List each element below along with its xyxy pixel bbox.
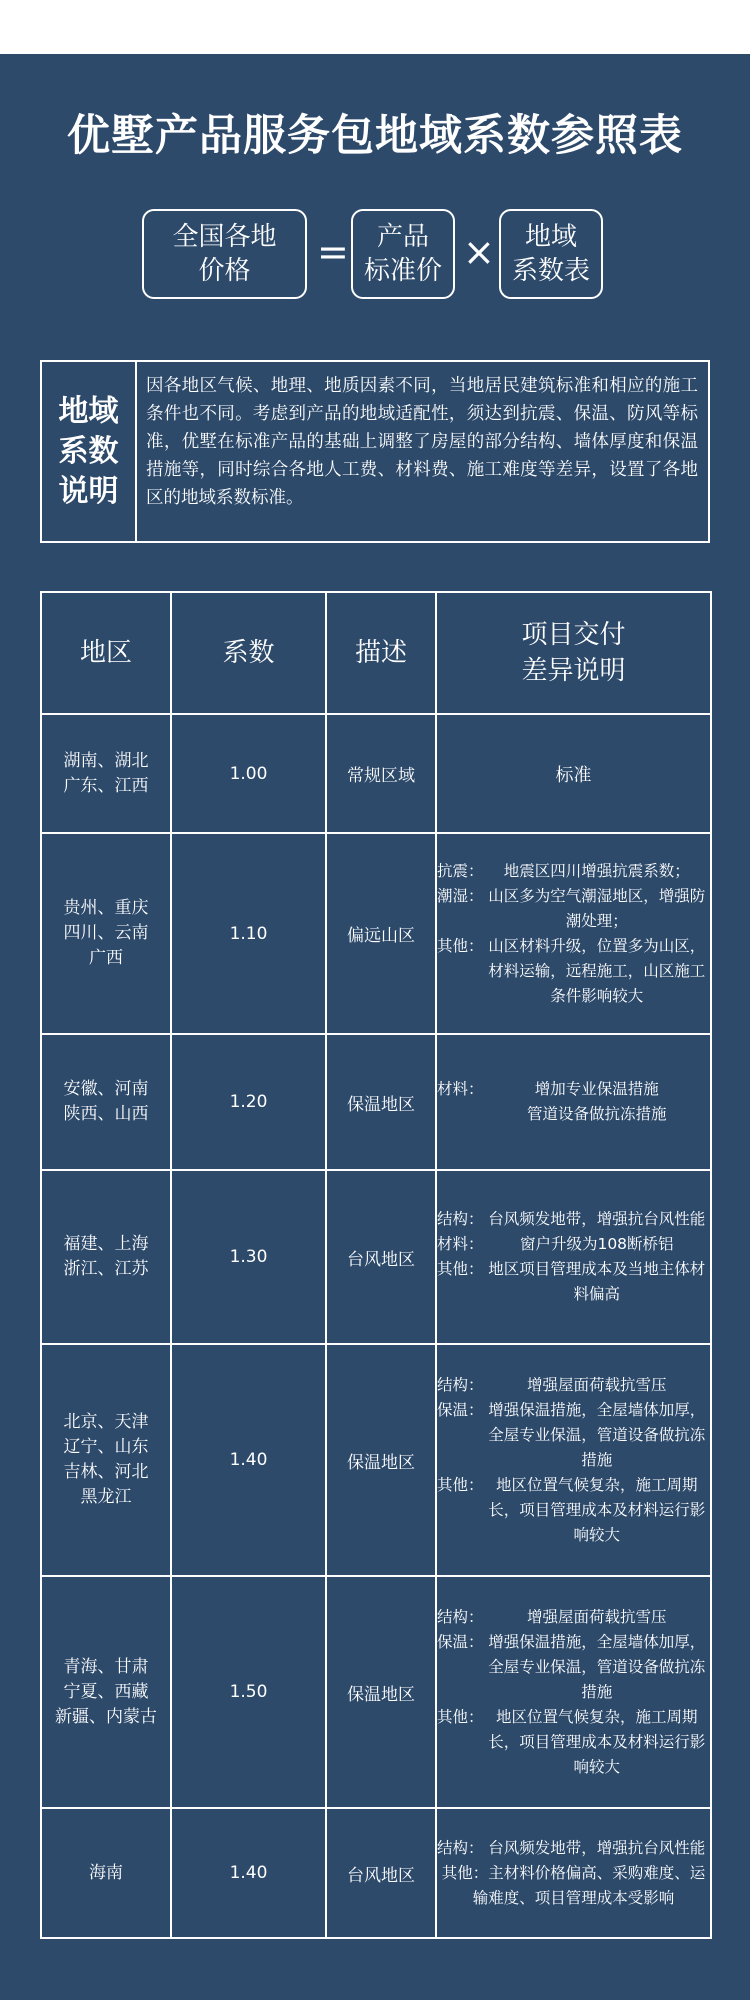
delivery-item-text: 增强保温措施，全屋墙体加厚，全屋专业保温，管道设备做抗冻措施 <box>488 1632 706 1701</box>
description-cell: 台风地区 <box>326 1170 436 1344</box>
delivery-item-text: 山区材料升级，位置多为山区，材料运输，远程施工，山区施工条件影响较大 <box>488 936 706 1005</box>
table-row <box>41 1808 711 1938</box>
delivery-item-text: 山区多为空气潮湿地区，增强防潮处理； <box>488 886 706 930</box>
table-row <box>41 1576 711 1808</box>
delivery-item-label: 结构： <box>437 1375 484 1394</box>
delivery-item-text: 台风频发地带，增强抗台风性能 <box>488 1210 706 1228</box>
delivery-item-label: 保温： <box>437 1632 484 1651</box>
table-body <box>41 714 711 1938</box>
delivery-item-text: 主材料价格偏高、采购难度、运输难度、项目管理成本受影响 <box>472 1863 706 1907</box>
delivery-differences-cell <box>436 1344 711 1576</box>
delivery-item-label: 材料： <box>437 1235 484 1253</box>
delivery-item-text: 增强屋面荷载抗雪压 <box>527 1607 667 1626</box>
coefficient-cell: 1.00 <box>171 714 326 833</box>
delivery-item-label: 其他： <box>441 1863 489 1882</box>
delivery-item <box>437 859 710 884</box>
delivery-item-text: 增强保温措施，全屋墙体加厚，全屋专业保温，管道设备做抗冻措施 <box>488 1400 706 1469</box>
delivery-item-label: 潮湿： <box>437 886 484 905</box>
delivery-item-label: 其他： <box>437 1475 484 1494</box>
delivery-differences-cell <box>436 1170 711 1344</box>
header-description: 描述 <box>326 592 436 714</box>
region-cell: 贵州、重庆 四川、云南 广西 <box>41 833 171 1034</box>
description-cell: 常规区域 <box>326 714 436 833</box>
description-cell: 保温地区 <box>326 1344 436 1576</box>
delivery-item-text: 窗户升级为108断桥铝 <box>519 1235 674 1253</box>
table-row <box>41 1170 711 1344</box>
header-delivery-differences: 项目交付 差异说明 <box>436 592 711 714</box>
region-cell: 福建、上海 浙江、江苏 <box>41 1170 171 1344</box>
table-row <box>41 1034 711 1170</box>
delivery-item-text: 增加专业保温措施 管道设备做抗冻措施 <box>527 1080 667 1123</box>
description-cell: 台风地区 <box>326 1808 436 1938</box>
delivery-item <box>437 1077 710 1127</box>
table-row <box>41 714 711 833</box>
header-region: 地区 <box>41 592 171 714</box>
coefficient-cell: 1.30 <box>171 1170 326 1344</box>
page-title: 优墅产品服务包地域系数参照表 <box>67 111 683 161</box>
delivery-item <box>437 1861 710 1911</box>
formula-national-price: 全国各地 价格 <box>142 209 307 299</box>
delivery-item <box>437 1630 710 1705</box>
top-white-strip <box>0 0 750 54</box>
delivery-differences-cell: 标准 <box>436 714 711 833</box>
coefficient-table <box>40 591 712 1939</box>
delivery-item-label: 其他： <box>437 936 484 955</box>
coefficient-cell: 1.40 <box>171 1808 326 1938</box>
delivery-item <box>437 1373 710 1398</box>
coefficient-cell: 1.50 <box>171 1576 326 1808</box>
table-row <box>41 833 711 1034</box>
delivery-item <box>437 884 710 934</box>
delivery-item-label: 结构： <box>437 1607 484 1626</box>
delivery-differences-cell <box>436 1808 711 1938</box>
coefficient-cell: 1.20 <box>171 1034 326 1170</box>
description-cell: 保温地区 <box>326 1576 436 1808</box>
delivery-item-text: 增强屋面荷载抗雪压 <box>527 1375 667 1394</box>
region-cell: 海南 <box>41 1808 171 1938</box>
coefficient-cell: 1.40 <box>171 1344 326 1576</box>
table-row <box>41 1344 711 1576</box>
delivery-item-label: 材料： <box>437 1080 484 1098</box>
delivery-item <box>437 1232 710 1257</box>
delivery-item <box>437 1473 710 1548</box>
delivery-item <box>437 1605 710 1630</box>
delivery-item <box>437 1705 710 1780</box>
delivery-differences-cell <box>436 1034 711 1170</box>
region-cell: 湖南、湖北 广东、江西 <box>41 714 171 833</box>
delivery-item <box>437 1207 710 1232</box>
description-cell: 保温地区 <box>326 1034 436 1170</box>
delivery-item-label: 结构： <box>437 1838 484 1857</box>
region-cell: 安徽、河南 陕西、山西 <box>41 1034 171 1170</box>
delivery-item <box>437 1398 710 1473</box>
delivery-item <box>437 1836 710 1861</box>
price-formula <box>0 209 750 303</box>
explanation-text: 因各地区气候、地理、地质因素不同，当地居民建筑标准和相应的施工条件也不同。考虑到产品的地域适配性，须达到抗震、保温、防风等标准，优墅在标准产品的基础上调整了房屋的部分结构、墙体厚度和保温措施等，同时综合各地人工费、材料费、施工难度等差异，设置了各地区的地域系数标准。 <box>146 376 698 508</box>
delivery-differences-cell <box>436 1576 711 1808</box>
delivery-item-text: 地区项目管理成本及当地主体材料偏高 <box>488 1260 706 1303</box>
delivery-item-text: 地区位置气候复杂，施工周期长，项目管理成本及材料运行影响较大 <box>488 1707 706 1776</box>
delivery-item <box>437 934 710 1009</box>
delivery-item-text: 台风频发地带，增强抗台风性能 <box>488 1838 706 1857</box>
region-cell: 北京、天津 辽宁、山东 吉林、河北 黑龙江 <box>41 1344 171 1576</box>
bottom-edge <box>0 1990 750 2000</box>
formula-standard-price: 产品 标准价 <box>351 209 455 299</box>
delivery-differences-cell <box>436 833 711 1034</box>
delivery-item-text: 地震区四川增强抗震系数； <box>503 861 690 880</box>
region-cell: 青海、甘肃 宁夏、西藏 新疆、内蒙古 <box>41 1576 171 1808</box>
header-coefficient: 系数 <box>171 592 326 714</box>
delivery-item-text: 地区位置气候复杂，施工周期长，项目管理成本及材料运行影响较大 <box>488 1475 706 1544</box>
equals-sign: = <box>317 230 349 274</box>
coefficient-explanation-box <box>40 360 710 543</box>
delivery-item <box>437 1257 710 1307</box>
formula-regional-coefficient: 地域 系数表 <box>499 209 603 299</box>
description-cell: 偏远山区 <box>326 833 436 1034</box>
delivery-item-label: 结构： <box>437 1210 484 1228</box>
coefficient-cell: 1.10 <box>171 833 326 1034</box>
explanation-heading: 地域 系数 说明 <box>42 362 137 541</box>
delivery-item-label: 抗震： <box>437 861 484 880</box>
delivery-item-label: 其他： <box>437 1707 484 1726</box>
delivery-item-label: 其他： <box>437 1260 484 1278</box>
delivery-item-label: 保温： <box>437 1400 484 1419</box>
table-header-row <box>41 592 711 714</box>
times-sign: × <box>463 230 495 274</box>
